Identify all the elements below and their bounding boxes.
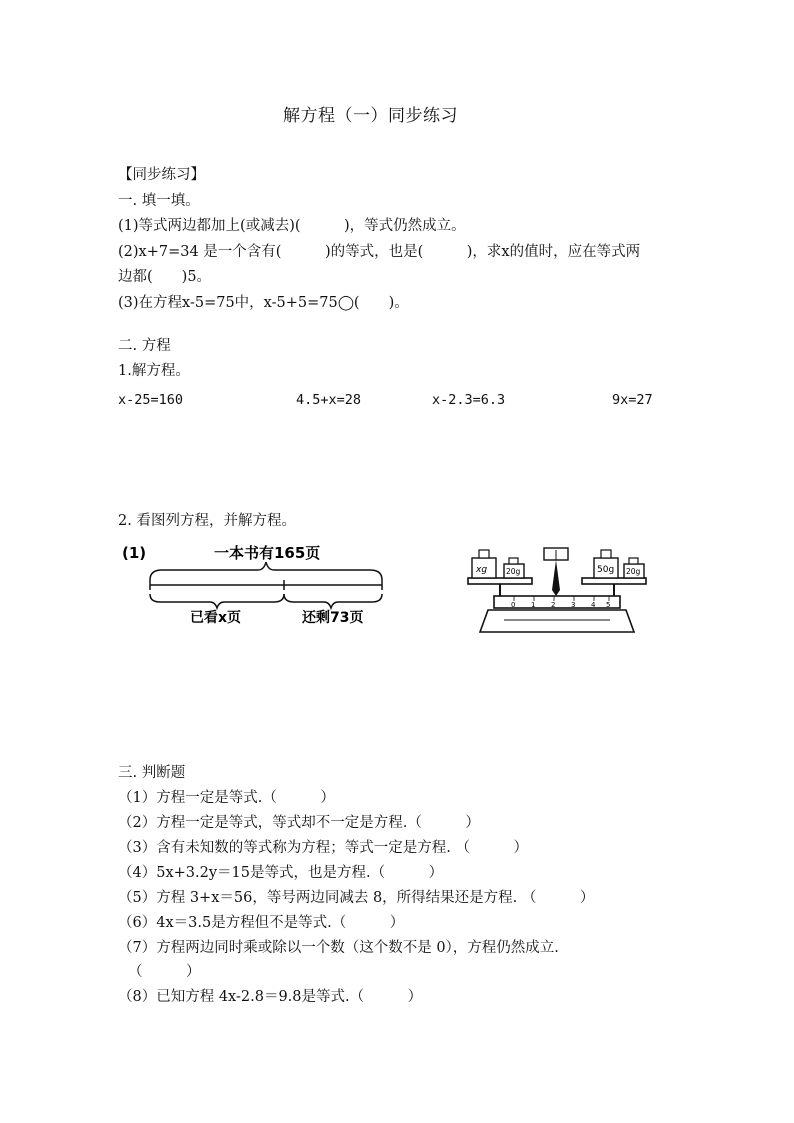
equation-4: 9x=27 bbox=[612, 392, 653, 408]
right-weight-50-label: 50g bbox=[597, 565, 615, 575]
left-weight-20-label: 20g bbox=[506, 567, 521, 576]
left-weight-x-knob bbox=[479, 550, 489, 558]
part3-heading: 三. 判断题 bbox=[118, 765, 186, 781]
part2-sub1: 1.解方程。 bbox=[118, 363, 190, 379]
scale-base bbox=[480, 610, 634, 632]
judge-item-7: （7）方程两边同时乘或除以一个数（这个数不是 0），方程仍然成立. bbox=[118, 940, 559, 956]
equation-1: x-25=160 bbox=[118, 392, 184, 408]
figure1-right-label: 还剩73页 bbox=[302, 610, 364, 626]
scale-tick-2: 2 bbox=[551, 601, 556, 609]
scale-tick-4: 4 bbox=[591, 601, 596, 609]
page-title: 解方程（一）同步练习 bbox=[283, 106, 458, 126]
figure1-top-label: 一本书有165页 bbox=[214, 544, 321, 562]
scale-tick-5: 5 bbox=[606, 601, 611, 609]
left-weight-x-label: xg bbox=[476, 565, 488, 575]
equation-2: 4.5+x=28 bbox=[296, 392, 362, 408]
right-weight-20-knob bbox=[629, 558, 638, 564]
scale-pointer bbox=[552, 560, 560, 596]
right-pan bbox=[582, 578, 646, 584]
judge-item-7-cont: （ ） bbox=[128, 964, 201, 980]
judge-item-2: （2）方程一定是等式，等式却不一定是方程.（ ） bbox=[118, 815, 480, 831]
part1-line-3: 边都( )5。 bbox=[118, 269, 212, 285]
left-weight-20-knob bbox=[509, 558, 518, 564]
part1-line-4: (3)在方程x-5=75中，x-5+5=75◯( )。 bbox=[118, 295, 409, 311]
right-weight-20-label: 20g bbox=[626, 567, 641, 576]
part1-line-1: (1)等式两边都加上(或减去)( )，等式仍然成立。 bbox=[118, 218, 466, 234]
left-pan bbox=[468, 578, 532, 584]
top-brace bbox=[150, 562, 382, 580]
scale-tick-0: 0 bbox=[511, 601, 516, 609]
judge-item-4: （4）5x+3.2y＝15是等式，也是方程.（ ） bbox=[118, 865, 444, 881]
part1-line-2: (2)x+7=34 是一个含有( )的等式，也是( )，求x的值时，应在等式两 bbox=[118, 244, 641, 260]
part2-sub2: 2. 看图列方程，并解方程。 bbox=[118, 513, 296, 529]
right-weight-50-knob bbox=[601, 550, 611, 558]
judge-item-8: （8）已知方程 4x-2.8＝9.8是等式.（ ） bbox=[118, 989, 423, 1005]
left-bottom-brace bbox=[150, 594, 284, 608]
scale-tick-1: 1 bbox=[531, 601, 536, 609]
equation-3: x-2.3=6.3 bbox=[432, 392, 506, 408]
book-pages-diagram bbox=[118, 538, 390, 630]
part2-heading: 二. 方程 bbox=[118, 338, 171, 354]
section-header: 【同步练习】 bbox=[118, 167, 205, 183]
scale-tick-3: 3 bbox=[571, 601, 576, 609]
figure1-left-label: 已看x页 bbox=[190, 610, 242, 626]
part1-heading: 一. 填一填。 bbox=[118, 193, 200, 209]
judge-item-5: （5）方程 3+x＝56，等号两边同减去 8，所得结果还是方程. （ ） bbox=[118, 890, 595, 906]
right-bottom-brace bbox=[284, 594, 382, 608]
balance-scale-diagram bbox=[464, 540, 650, 636]
figure1-label: (1) bbox=[122, 544, 147, 562]
judge-item-1: （1）方程一定是等式.（ ） bbox=[118, 790, 335, 806]
judge-item-6: （6）4x＝3.5是方程但不是等式.（ ） bbox=[118, 915, 405, 931]
judge-item-3: （3）含有未知数的等式称为方程；等式一定是方程. （ ） bbox=[118, 840, 528, 856]
